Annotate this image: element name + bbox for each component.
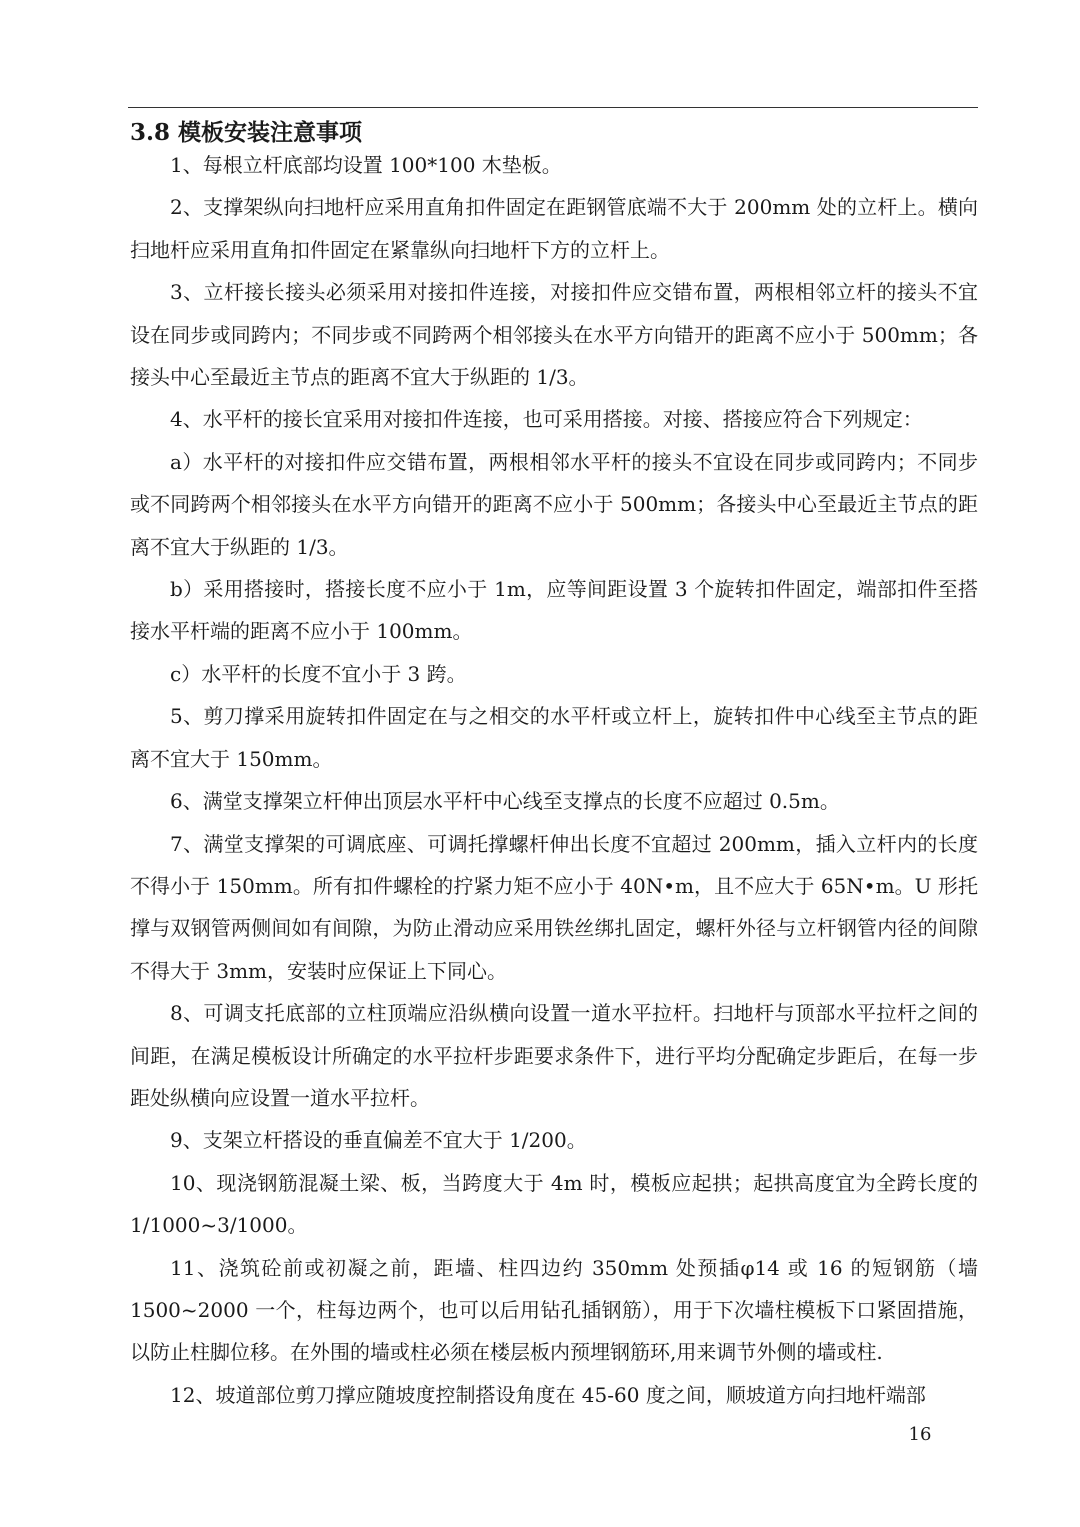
paragraph-4b: b）采用搭接时，搭接长度不应小于 1m，应等间距设置 3 个旋转扣件固定，端部扣件至搭接水平杆端的距离不应小于 100mm。 [130,577,978,644]
paragraph-2: 2、支撑架纵向扫地杆应采用直角扣件固定在距钢管底端不大于 200mm 处的立杆上。横向扫地杆应采用直角扣件固定在紧靠纵向扫地杆下方的立杆上。 [130,195,978,262]
header-rule [128,107,978,108]
paragraph-3: 3、立杆接长接头必须采用对接扣件连接，对接扣件应交错布置，两根相邻立杆的接头不宜设在同步或同跨内；不同步或不同跨两个相邻接头在水平方向错开的距离不应小于 500mm；各接头中心至最近主节点的距离不宜大于纵距的 1/3。 [130,280,978,390]
paragraph-9: 9、支架立杆搭设的垂直偏差不宜大于 1/200。 [170,1128,587,1153]
section-title: 模板安装注意事项 [178,119,363,146]
paragraph-4a: a）水平杆的对接扣件应交错布置，两根相邻水平杆的接头不宜设在同步或同跨内；不同步或不同跨两个相邻接头在水平方向错开的距离不应小于 500mm；各接头中心至最近主节点的距离不宜大于纵距的 1/3。 [130,449,978,559]
paragraph-11: 11、浇筑砼前或初凝之前，距墙、柱四边约 350mm 处预插φ14 或 16 的短钢筋（墙 1500~2000 一个，柱每边两个，也可以后用钻孔插钢筋），用于下次墙柱模板下口紧固措施，以防止柱脚位移。在外围的墙或柱必须在楼层板内预埋钢筋环,用来调节外侧的墙或柱. [130,1255,978,1365]
section-number: 3.8 [130,119,171,146]
paragraph-5: 5、剪刀撑采用旋转扣件固定在与之相交的水平杆或立杆上，旋转扣件中心线至主节点的距离不宜大于 150mm。 [130,704,978,771]
paragraph-8: 8、可调支托底部的立柱顶端应沿纵横向设置一道水平拉杆。扫地杆与顶部水平拉杆之间的间距，在满足模板设计所确定的水平拉杆步距要求条件下，进行平均分配确定步距后，在每一步距处纵横向应设置一道水平拉杆。 [130,1001,978,1110]
paragraph-4: 4、水平杆的接长宜采用对接扣件连接，也可采用搭接。对接、搭接应符合下列规定： [170,407,923,432]
paragraph-4c: c）水平杆的长度不宜小于 3 跨。 [170,661,467,686]
page-number-footer [0,1423,1080,1447]
paragraph-6: 6、满堂支撑架立杆伸出顶层水平杆中心线至支撑点的长度不应超过 0.5m。 [170,789,840,814]
page-number: 16 [908,1424,932,1445]
paragraph-10: 10、现浇钢筋混凝土梁、板，当跨度大于 4m 时，模板应起拱；起拱高度宜为全跨长度的 1/1000~3/1000。 [130,1170,978,1238]
paragraph-7: 7、满堂支撑架的可调底座、可调托撑螺杆伸出长度不宜超过 200mm，插入立杆内的长度不得小于 150mm。所有扣件螺栓的拧紧力矩不应小于 40N•m，且不应大于 65N•m。U 形托撑与双钢管两侧间如有间隙，为防止滑动应采用铁丝绑扎固定，螺杆外径与立杆钢管内径的间隙不得大于 3mm，安装时应保证上下同心。 [130,831,978,983]
paragraph-1: 1、每根立杆底部均设置 100*100 木垫板。 [170,153,562,177]
paragraph-12: 12、坡道部位剪刀撑应随坡度控制搭设角度在 45-60 度之间，顺坡道方向扫地杆端部 [170,1382,926,1407]
body-text [130,144,978,1416]
